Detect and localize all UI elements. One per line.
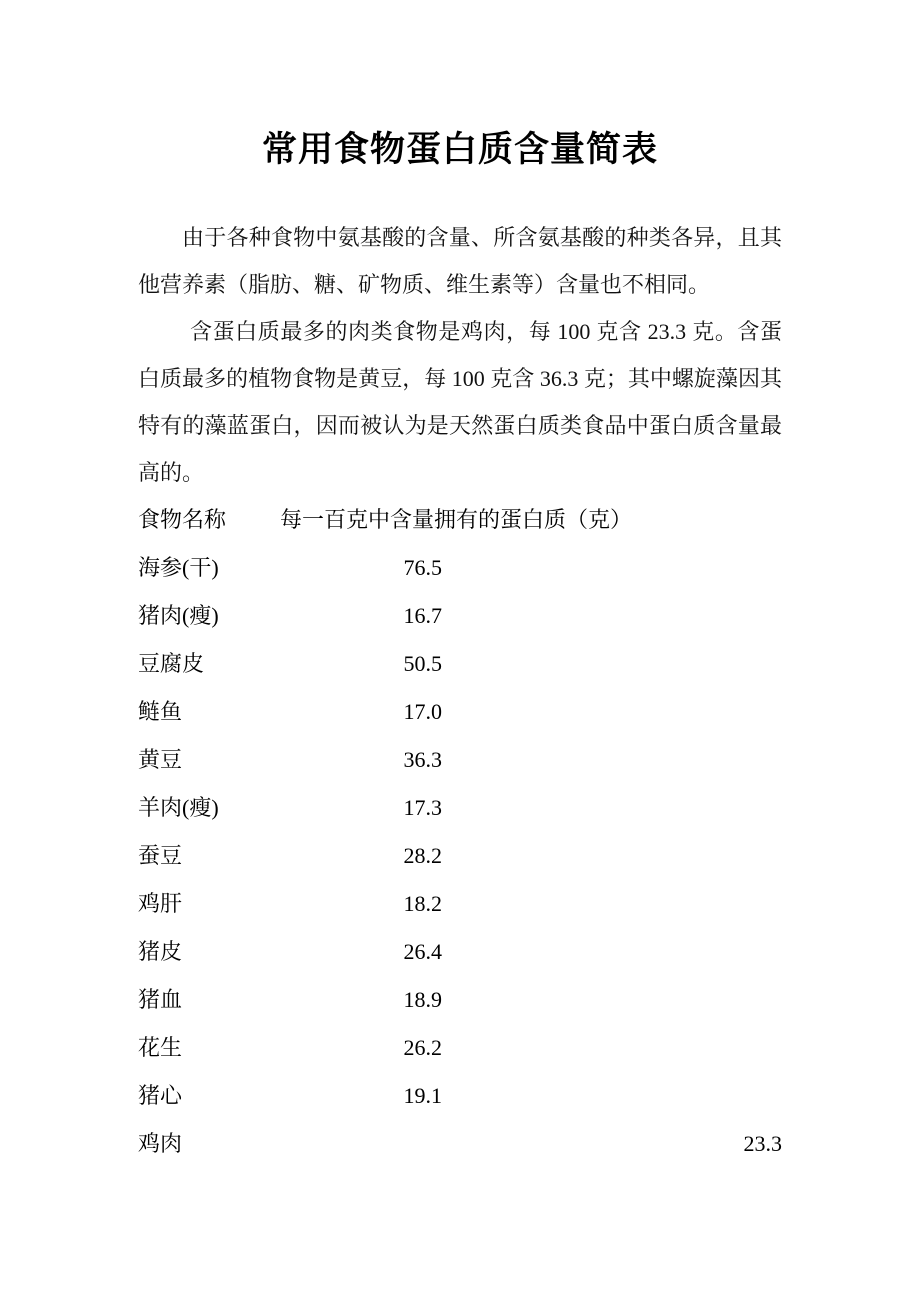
cell-food-name: 鸡肉 (138, 1131, 183, 1156)
paragraph-2: 含蛋白质最多的肉类食物是鸡肉，每 100 克含 23.3 克。含蛋白质最多的植物食物是黄豆，每 100 克含 36.3 克；其中螺旋藻因其特有的藻蓝蛋白，因而被认为是天然蛋白质类食品中蛋白质含量最高的。 (138, 319, 782, 485)
cell-protein-value: 16.7 (403, 603, 442, 628)
cell-food-name: 海参(干) (138, 555, 219, 580)
page-title: 常用食物蛋白质含量简表 (261, 130, 658, 171)
cell-protein-value: 76.5 (403, 555, 442, 580)
table-row (138, 880, 782, 928)
column-header-protein-value: 每一百克中含量拥有的蛋白质（克） (280, 507, 633, 532)
cell-protein-value: 17.0 (403, 699, 442, 724)
cell-protein-value: 18.2 (403, 891, 442, 916)
cell-protein-value: 26.4 (403, 939, 442, 964)
cell-protein-value: 17.3 (403, 795, 442, 820)
cell-protein-value: 19.1 (403, 1083, 442, 1108)
table-row (138, 976, 782, 1024)
table-row (138, 832, 782, 880)
table-row (138, 928, 782, 976)
table-row (138, 736, 782, 784)
cell-protein-value: 18.9 (403, 987, 442, 1012)
cell-food-name: 羊肉(瘦) (138, 795, 219, 820)
cell-food-name: 花生 (138, 1035, 183, 1060)
cell-food-name: 鲢鱼 (138, 699, 183, 724)
cell-food-name: 猪心 (138, 1083, 183, 1108)
table-row (138, 640, 782, 688)
table-row (138, 688, 782, 736)
cell-protein-value: 23.3 (743, 1131, 782, 1156)
cell-food-name: 蚕豆 (138, 843, 183, 868)
cell-food-name: 猪肉(瘦) (138, 603, 219, 628)
table-header-row (138, 496, 782, 544)
cell-protein-value: 26.2 (403, 1035, 442, 1060)
column-header-food-name: 食物名称 (138, 507, 227, 532)
table-row (138, 1120, 782, 1168)
table-row (138, 784, 782, 832)
cell-protein-value: 50.5 (403, 651, 442, 676)
cell-food-name: 黄豆 (138, 747, 183, 772)
cell-food-name: 豆腐皮 (138, 651, 205, 676)
cell-food-name: 鸡肝 (138, 891, 183, 916)
cell-protein-value: 28.2 (403, 843, 442, 868)
table-row (138, 1072, 782, 1120)
table-row (138, 1024, 782, 1072)
cell-food-name: 猪血 (138, 987, 183, 1012)
cell-protein-value: 36.3 (403, 747, 442, 772)
cell-food-name: 猪皮 (138, 939, 183, 964)
intro-text (138, 214, 782, 496)
paragraph-1: 由于各种食物中氨基酸的含量、所含氨基酸的种类各异，且其他营养素（脂肪、糖、矿物质、维生素等）含量也不相同。 (138, 225, 782, 297)
protein-content-table (138, 496, 782, 1168)
table-row (138, 592, 782, 640)
table-row (138, 544, 782, 592)
